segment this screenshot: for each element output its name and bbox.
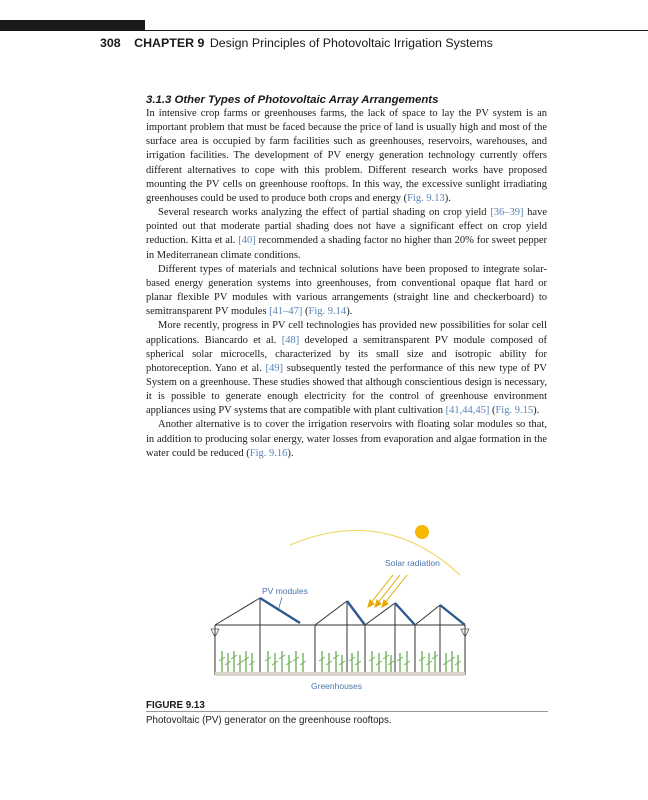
solar-radiation-label: Solar radiation [385, 558, 440, 568]
citation-reference[interactable]: [40] [238, 235, 256, 247]
sun-path [290, 530, 460, 575]
section-heading: 3.1.3 Other Types of Photovoltaic Array Arrangements [146, 94, 439, 106]
citation-reference[interactable]: [41–47] [269, 306, 303, 318]
greenhouses-label: Greenhouses [311, 681, 363, 691]
crop-plants [222, 651, 458, 673]
paragraph-2: Several research works analyzing the effect of partial shading on crop yield [36–39] have pointed out that moderate partial shading does not have a significant effect on crop yield reduction. Kitta et al. [40] recommended a shading factor no higher than 20% for sweet pepper in Mediterranean climate conditions. [146, 207, 547, 261]
solar-radiation-arrows [368, 575, 407, 607]
header-rule [0, 30, 648, 31]
figure-reference[interactable]: Fig. 9.16 [249, 447, 288, 459]
figure-reference[interactable]: Fig. 9.15 [495, 405, 534, 417]
citation-reference[interactable]: [49] [265, 362, 284, 374]
figure-rule [146, 711, 548, 712]
running-head [100, 36, 493, 50]
chapter-title: Design Principles of Photovoltaic Irrigation Systems [209, 36, 493, 50]
citation-reference[interactable]: [36–39] [490, 207, 524, 219]
crop-leaves [219, 655, 461, 665]
paragraph-3: Different types of materials and technical solutions have been proposed to integrate solar-based energy generation systems into greenhouses, from conventional opaque flat hard or planar flexible PV modules with various arrangements (straight line and checkerboard) to semitransparent PV modules [41–47] (Fig. 9.14). [146, 263, 547, 318]
ground [215, 672, 465, 676]
vent-icons [211, 629, 469, 637]
body-text [146, 107, 547, 461]
figure-reference[interactable]: Fig. 9.13 [407, 192, 445, 204]
greenhouse-pv-figure [200, 515, 480, 695]
citation-reference[interactable]: [41,44,45] [445, 405, 490, 417]
chapter-label: CHAPTER 9 [134, 36, 205, 50]
pv-panels [260, 598, 465, 625]
paragraph-5: Another alternative is to cover the irrigation reservoirs with floating solar modules so that, in addition to producing solar energy, water losses from evaporation and algae formation in the water could be reduced (Fig. 9.16). [146, 419, 547, 459]
paragraph-4: More recently, progress in PV cell technologies has provided new possibilities for solar cell applications. Biancardo et al. [48] developed a semitransparent PV module composed of spherical solar microcells, characterized by its small size and isotropic ability for photoreception. Yano et al. [49] subsequently tested the performance of this new type of PV System on a greenhouse. These studies showed that although conscientious design is necessary, it is possible to generate enough electricity for the control of greenhouse environment appliances using PV systems that are compatible with plant cultivation [41,44,45] (Fig. 9.15). [146, 320, 547, 417]
figure-caption: Photovoltaic (PV) generator on the greenhouse rooftops. [146, 715, 392, 726]
citation-reference[interactable]: [48] [281, 334, 300, 346]
figure-number: FIGURE 9.13 [146, 700, 205, 711]
pv-modules-label: PV modules [262, 586, 308, 596]
paragraph-1: In intensive crop farms or greenhouses farms, the lack of space to lay the PV system is an important problem that must be faced because the price of land is usually high and most of the surface area is occupied by farm facilities such as greenhouses, reservoirs, warehouses, and irrigation facilities. The development of PV energy generation technology currently offers different alternatives to cope with this problem. Different research works have proposed mounting the PV cells on greenhouse rooftops. In this way, the excessive sunlight irradiating greenhouses could be used to produce both crops and energy (Fig. 9.13). [146, 108, 547, 204]
sun-icon [415, 525, 429, 539]
page-number: 308 [100, 36, 121, 50]
figure-reference[interactable]: Fig. 9.14 [308, 306, 347, 318]
